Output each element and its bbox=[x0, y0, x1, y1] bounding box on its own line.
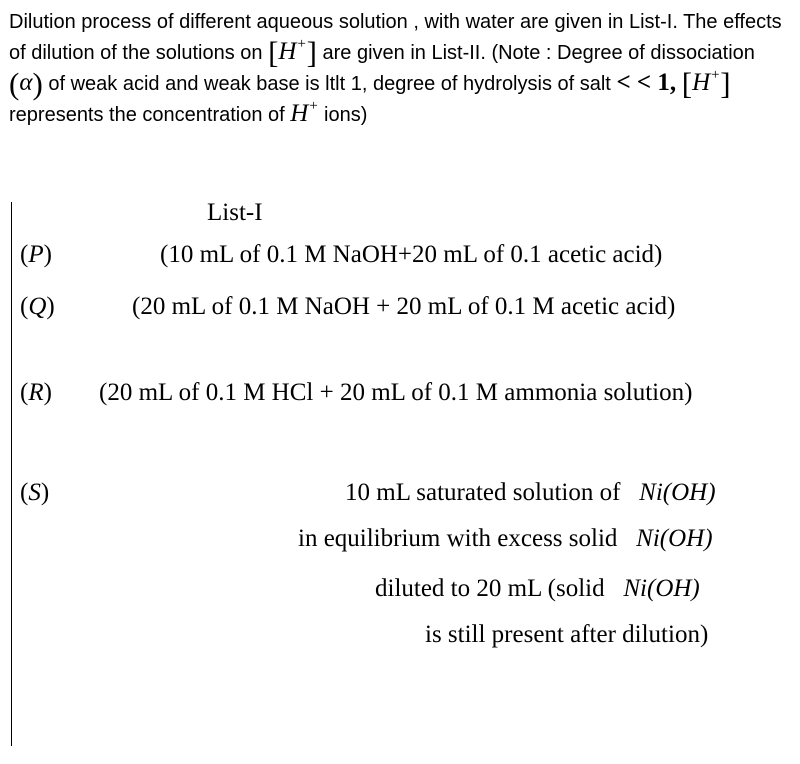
item-p-text: (10 mL of 0.1 M NaOH+20 mL of 0.1 acetic acid) bbox=[160, 241, 663, 268]
label-r: (R) bbox=[20, 379, 52, 406]
label-s: (S) bbox=[20, 479, 50, 506]
item-s-line-3: diluted to 20 mL (solid Ni(OH) bbox=[375, 575, 700, 602]
item-s-line-1: 10 mL saturated solution of Ni(OH) bbox=[345, 479, 716, 506]
alpha-symbol: α bbox=[19, 69, 33, 96]
h-plus-symbol-3: H+ bbox=[290, 98, 319, 127]
item-s-line-4: is still present after dilution) bbox=[425, 621, 709, 648]
item-s-line-2: in equilibrium with excess solid Ni(OH) bbox=[298, 525, 713, 552]
intro-sentence-4: represents the concentration of bbox=[9, 104, 285, 126]
list-header: List-I bbox=[207, 199, 263, 226]
h-plus-symbol-2: H+ bbox=[692, 67, 721, 96]
intro-sentence-1: Dilution process of different aqueous solution , with water are given in List-I. The effects of dilution of the solutions on bbox=[9, 11, 782, 64]
label-q: (Q) bbox=[20, 293, 55, 320]
h-plus-symbol: H+ bbox=[278, 36, 307, 65]
intro-sentence-3: of weak acid and weak base is ltlt 1, degree of hydrolysis of salt bbox=[48, 73, 611, 95]
question-text: Dilution process of different aqueous solution , with water are given in List-I. The effects of dilution of the solutions on [H+] are given in List-II. (Note : Degree of dissociation (α) of weak acid and weak base is ltlt 1, degree of hydrolysis of salt < < 1, [H+] represents the concentration of H+ ions) bbox=[9, 11, 782, 127]
item-q-text: (20 mL of 0.1 M NaOH + 20 mL of 0.1 M acetic acid) bbox=[132, 293, 676, 320]
intro-sentence-2: are given in List-II. (Note : Degree of dissociation bbox=[322, 42, 755, 64]
much-less-than-symbol: < < 1, bbox=[616, 69, 677, 96]
open-bracket: [ bbox=[268, 35, 279, 70]
intro-sentence-5: ions) bbox=[324, 104, 368, 126]
close-bracket: ] bbox=[306, 35, 317, 70]
item-r-text: (20 mL of 0.1 M HCl + 20 mL of 0.1 M ammonia solution) bbox=[99, 379, 693, 406]
label-p: (P) bbox=[20, 241, 52, 268]
list-left-border bbox=[11, 202, 12, 746]
